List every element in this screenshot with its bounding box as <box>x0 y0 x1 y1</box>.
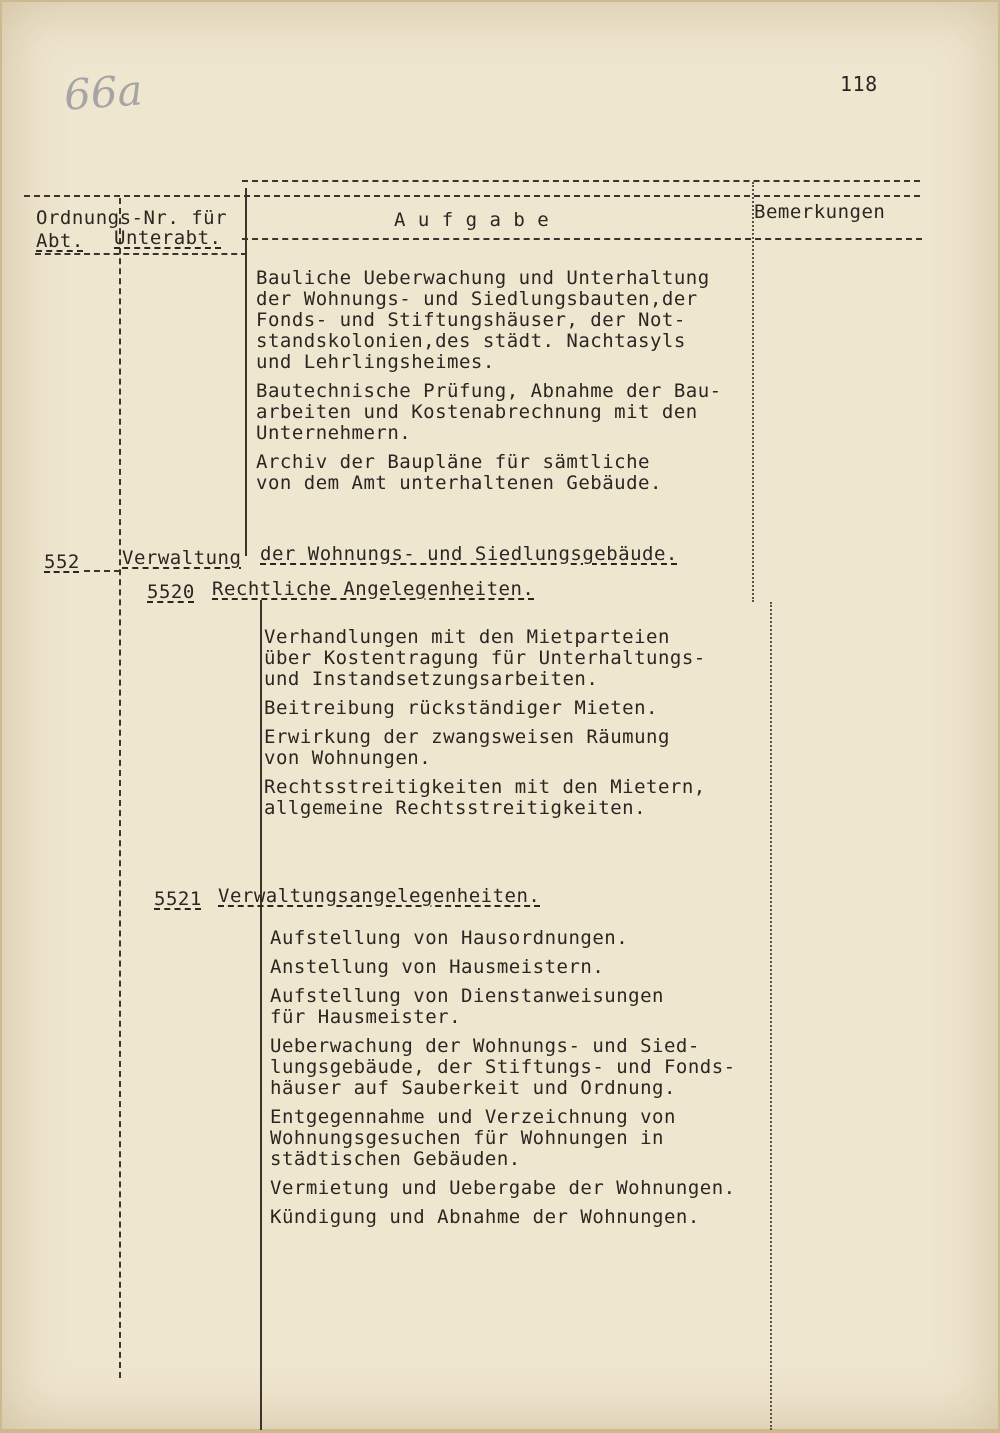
task-line: Bautechnische Prüfung, Abnahme der Bau- <box>256 380 722 402</box>
header-unterabt: Unterabt. <box>114 227 222 249</box>
column-divider-aufgabe-lower <box>260 600 262 1430</box>
section-5521-tasks <box>270 928 736 1228</box>
task-line: arbeiten und Kostenabrechnung mit den <box>256 401 698 423</box>
section-552-title-part2: der Wohnungs- und Siedlungsgebäude. <box>260 543 678 565</box>
section-5520-tasks <box>264 627 706 819</box>
section-552-leader <box>84 570 120 572</box>
header-underline-left <box>35 253 247 255</box>
task-line: Aufstellung von Dienstanweisungen <box>270 985 664 1007</box>
column-divider-bemerkungen-lower <box>770 602 772 1430</box>
task-line: Verhandlungen mit den Mietparteien <box>264 626 670 648</box>
task-line: Bauliche Ueberwachung und Unterhaltung <box>256 267 710 289</box>
task-line: für Hausmeister. <box>270 1006 462 1028</box>
task-line: allgemeine Rechtsstreitigkeiten. <box>264 797 647 819</box>
section-5520-number: 5520 <box>147 581 195 603</box>
task-line: und Instandsetzungsarbeiten. <box>264 668 599 690</box>
section-552-title-part1: Verwaltung <box>122 547 242 569</box>
section-5521-title: Verwaltungsangelegenheiten. <box>218 885 541 907</box>
page-number: 118 <box>840 72 878 96</box>
task-line: standskolonien,des städt. Nachtasyls <box>256 330 686 352</box>
section-5520-title: Rechtliche Angelegenheiten. <box>212 578 535 600</box>
section-551-tasks <box>256 268 722 494</box>
task-line: Archiv der Baupläne für sämtliche <box>256 451 650 473</box>
task-line: Ueberwachung der Wohnungs- und Sied- <box>270 1035 700 1057</box>
column-divider-aufgabe-upper <box>245 188 247 556</box>
task-line: Kündigung und Abnahme der Wohnungen. <box>270 1206 700 1228</box>
task-line: Vermietung und Uebergabe der Wohnungen. <box>270 1177 736 1199</box>
document-page <box>2 2 998 1429</box>
task-line: lungsgebäude, der Stiftungs- und Fonds- <box>270 1056 736 1078</box>
task-line: häuser auf Sauberkeit und Ordnung. <box>270 1077 676 1099</box>
task-line: der Wohnungs- und Siedlungsbauten,der <box>256 288 698 310</box>
task-line: Wohnungsgesuchen für Wohnungen in <box>270 1127 664 1149</box>
task-line: Unternehmern. <box>256 422 412 444</box>
table-top-rule-upper <box>242 180 920 182</box>
task-line: Rechtsstreitigkeiten mit den Mietern, <box>264 776 706 798</box>
task-line: städtischen Gebäuden. <box>270 1148 521 1170</box>
task-line: über Kostentragung für Unterhaltungs- <box>264 647 706 669</box>
table-top-rule <box>24 195 920 197</box>
task-line: und Lehrlingsheimes. <box>256 351 495 373</box>
task-line: Erwirkung der zwangsweisen Räumung <box>264 726 670 748</box>
header-bottom-rule <box>242 238 922 240</box>
header-ordnungs-nr: Ordnungs-Nr. für <box>36 207 228 229</box>
header-aufgabe: A u f g a b e <box>394 209 550 231</box>
task-line: Beitreibung rückständiger Mieten. <box>264 697 658 719</box>
task-line: Aufstellung von Hausordnungen. <box>270 927 629 949</box>
task-line: von dem Amt unterhaltenen Gebäude. <box>256 472 662 494</box>
header-abt: Abt. <box>36 230 84 252</box>
handwritten-page-mark: 66a <box>62 65 145 120</box>
header-bemerkungen: Bemerkungen <box>754 201 886 223</box>
task-line: von Wohnungen. <box>264 747 432 769</box>
task-line: Fonds- und Stiftungshäuser, der Not- <box>256 309 686 331</box>
column-divider-abt <box>119 198 121 1378</box>
task-line: Entgegennahme und Verzeichnung von <box>270 1106 676 1128</box>
section-552-number: 552 <box>44 551 80 573</box>
task-line: Anstellung von Hausmeistern. <box>270 956 605 978</box>
section-5521-number: 5521 <box>154 888 202 910</box>
column-divider-bemerkungen-upper <box>752 182 754 602</box>
